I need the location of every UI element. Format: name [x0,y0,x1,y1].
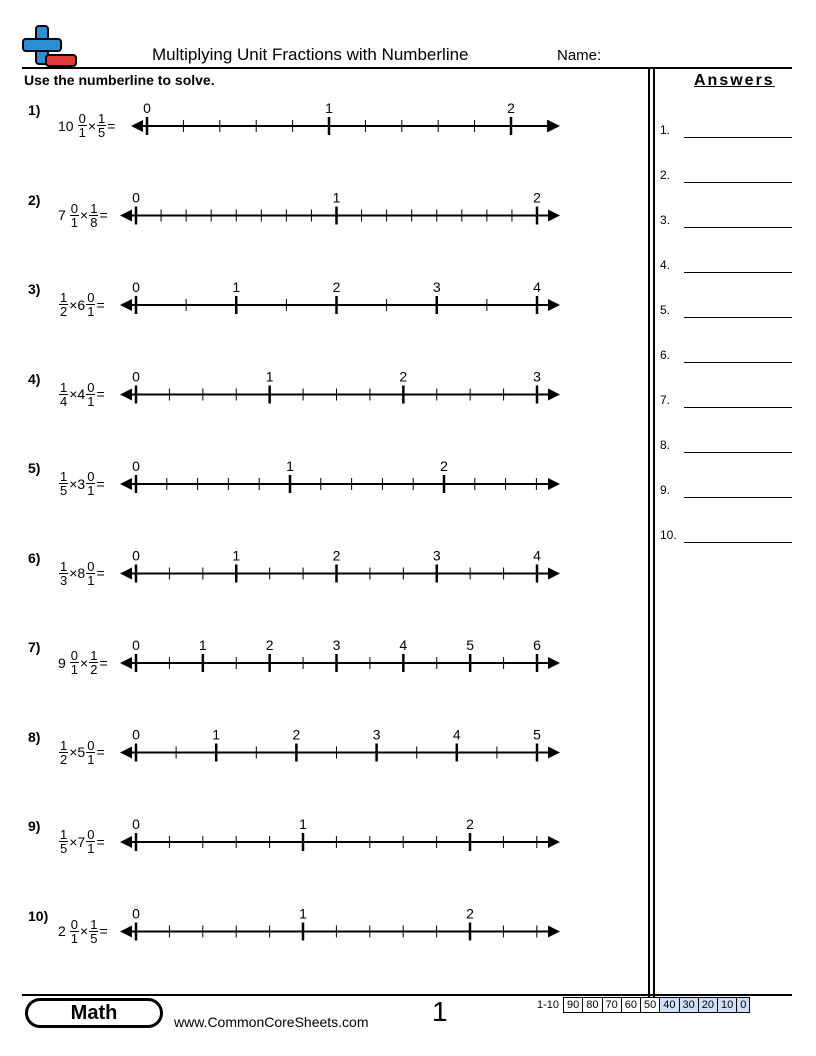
denominator: 2 [90,662,98,677]
left-arrow-icon [120,389,132,401]
tick-label: 3 [432,547,441,564]
tick-label: 4 [452,726,461,743]
page-title: Multiplying Unit Fractions with Numberline [152,45,469,64]
whole-number: 4 [77,386,86,402]
answer-blank[interactable] [684,227,792,228]
answer-number: 6. [660,348,671,362]
times-sign: × [69,475,78,492]
fraction [89,202,98,229]
tick-label: 1 [332,189,341,206]
left-arrow-icon [120,568,132,580]
problem-expression [58,112,115,139]
answer-row [660,528,792,548]
problem-number: 10) [28,907,49,924]
numerator: 0 [87,737,95,753]
times-sign: × [69,833,78,850]
tick-label: 2 [399,368,408,385]
denominator: 3 [60,572,68,588]
score-cell: 50 [641,998,660,1013]
whole-number: 7 [77,833,86,850]
problem-number: 6) [28,549,41,566]
answer-number: 3. [660,213,671,227]
denominator: 5 [60,841,68,856]
tick-label: 4 [533,547,541,564]
problem-expression [58,202,108,229]
fraction [59,560,68,587]
denominator: 1 [87,393,95,409]
problem-number: 7) [28,639,41,655]
answer-row [660,213,792,233]
numerator: 1 [60,737,68,753]
answer-blank[interactable] [684,542,792,543]
numerator: 0 [87,290,95,305]
answers-title: Answers [694,72,775,89]
numerator: 0 [78,111,86,126]
answer-row [660,303,792,323]
answer-number: 10. [660,528,677,542]
denominator: 4 [60,393,68,409]
fraction [86,739,95,766]
left-arrow-icon [120,478,132,490]
answer-column-divider [653,67,655,997]
tick-label: 1 [299,905,307,922]
tick-label: 0 [132,637,140,653]
answer-row [660,483,792,503]
answer-blank[interactable] [684,452,792,453]
score-table [534,997,750,1013]
tick-label: 1 [198,637,207,653]
whole-number: 2 [58,923,66,939]
right-arrow-icon [548,478,560,490]
fraction [59,291,68,318]
answer-blank[interactable] [684,497,792,498]
numerator: 1 [60,827,68,842]
answer-blank[interactable] [684,137,792,138]
fraction [86,381,95,408]
left-arrow-icon [120,657,132,669]
tick-label: 0 [132,189,140,206]
answer-row [660,348,792,368]
score-cell: 60 [621,998,640,1013]
times-sign: × [80,923,89,939]
score-cell: 0 [737,998,750,1013]
problem-expression [58,470,105,497]
answer-number: 9. [660,483,671,497]
fraction [59,828,68,855]
numerator: 0 [87,379,95,395]
denominator: 1 [70,662,79,677]
equals-sign: = [99,654,108,671]
score-label: 1-10 [537,999,560,1011]
answer-row [660,438,792,458]
equals-sign: = [99,923,108,939]
times-sign: × [80,207,89,223]
tick-label: 3 [372,726,381,743]
times-sign: × [69,296,78,313]
answer-blank[interactable] [684,182,792,183]
tick-label: 0 [132,547,140,564]
tick-label: 1 [325,100,333,116]
problem-number: 9) [28,818,41,834]
numerator: 1 [98,111,106,126]
tick-label: 1 [232,547,241,564]
denominator: 1 [87,751,95,767]
tick-label: 0 [132,905,140,922]
denominator: 2 [60,751,68,767]
answer-blank[interactable] [684,317,792,318]
score-cell: 30 [679,998,698,1013]
times-sign: × [69,565,78,581]
equals-sign: = [96,833,105,850]
left-arrow-icon [120,210,132,222]
denominator: 5 [98,125,106,140]
tick-label: 5 [466,637,475,653]
whole-number: 6 [77,296,86,313]
answer-row [660,393,792,413]
tick-label: 1 [232,279,241,295]
footer-url: www.CommonCoreSheets.com [174,1014,369,1030]
left-arrow-icon [131,120,143,132]
numerator: 0 [70,648,79,663]
denominator: 5 [60,483,68,498]
tick-label: 3 [432,279,441,295]
denominator: 5 [90,930,98,946]
numerator: 1 [90,916,98,932]
header-divider [22,67,792,69]
denominator: 1 [70,930,79,946]
whole-number: 9 [58,654,66,671]
fraction [89,918,98,945]
denominator: 2 [60,304,68,319]
equals-sign: = [96,744,105,760]
answer-number: 1. [660,123,671,137]
answer-blank[interactable] [684,362,792,363]
equals-sign: = [96,475,105,492]
right-arrow-icon [548,389,560,401]
numerator: 1 [60,469,68,484]
tick-label: 2 [440,458,448,474]
fraction [89,649,98,676]
left-arrow-icon [120,836,132,848]
fraction [70,649,79,676]
numerator: 0 [70,200,79,216]
score-cell: 20 [698,998,717,1013]
problem-expression [58,739,105,766]
numerator: 1 [90,200,98,216]
whole-number: 8 [77,565,86,581]
tick-label: 0 [132,816,140,832]
denominator: 8 [90,214,98,230]
right-arrow-icon [548,568,560,580]
tick-label: 4 [533,279,541,295]
answer-number: 7. [660,393,671,407]
score-cell: 80 [583,998,602,1013]
left-arrow-icon [120,926,132,938]
problem-number: 3) [28,281,41,297]
numerator: 0 [87,469,95,484]
numerator: 1 [60,558,68,574]
answer-blank[interactable] [684,407,792,408]
right-arrow-icon [548,926,560,938]
fraction [59,381,68,408]
tick-label: 2 [533,189,541,206]
tick-label: 0 [132,458,140,474]
right-arrow-icon [548,747,560,759]
right-arrow-icon [548,299,560,311]
footer-divider [22,994,792,996]
equals-sign: = [96,386,105,402]
numerator: 0 [87,827,95,842]
denominator: 1 [87,483,95,498]
times-sign: × [69,744,78,760]
problem-number: 1) [28,102,41,118]
problem-number: 2) [28,191,41,208]
score-cell: 70 [602,998,621,1013]
numerator: 0 [87,558,95,574]
name-label: Name: [557,47,602,64]
problem-expression [58,560,105,587]
tick-label: 6 [533,637,541,653]
answer-row [660,168,792,188]
tick-label: 3 [332,637,341,653]
problem-number: 8) [28,728,41,745]
score-cell: 10 [718,998,737,1013]
problem-expression [58,649,108,676]
score-cell: 90 [564,998,583,1013]
instructions: Use the numberline to solve. [24,72,215,88]
times-sign: × [80,654,89,671]
whole-number: 7 [58,207,66,223]
equals-sign: = [96,565,105,581]
denominator: 1 [87,304,95,319]
right-arrow-icon [548,120,560,132]
tick-label: 1 [286,458,294,474]
problem-expression [58,381,105,408]
answer-row [660,258,792,278]
tick-label: 2 [466,816,474,832]
problem-number: 4) [28,370,41,387]
answer-blank[interactable] [684,272,792,273]
numerator: 1 [90,648,98,663]
answer-number: 2. [660,168,671,182]
tick-label: 2 [292,726,301,743]
problem-expression [58,828,105,855]
fraction [86,470,95,497]
whole-number: 5 [77,744,86,760]
right-arrow-icon [548,836,560,848]
tick-label: 0 [132,279,140,295]
times-sign: × [87,117,96,134]
fraction [78,112,87,139]
fraction [70,918,79,945]
numerator: 0 [70,916,79,932]
right-arrow-icon [548,210,560,222]
fraction [86,828,95,855]
score-cell: 40 [660,998,679,1013]
fraction [97,112,106,139]
tick-label: 4 [399,637,408,653]
fraction [59,470,68,497]
times-sign: × [69,386,78,402]
tick-label: 1 [212,726,221,743]
numerator: 1 [60,379,68,395]
tick-label: 1 [299,816,307,832]
fraction [86,560,95,587]
tick-label: 0 [132,368,140,385]
answer-column-divider [648,67,650,997]
tick-label: 0 [132,726,140,743]
denominator: 1 [78,125,86,140]
numerator: 1 [60,290,68,305]
answer-number: 5. [660,303,671,317]
problem-expression [58,291,105,318]
tick-label: 5 [533,726,541,743]
equals-sign: = [96,296,105,313]
answer-row [660,123,792,143]
logo-plus-minus-icon [22,24,78,70]
tick-label: 2 [332,547,341,564]
tick-label: 1 [265,368,274,385]
denominator: 1 [70,214,79,230]
page-number: 1 [432,996,448,1027]
left-arrow-icon [120,747,132,759]
whole-number: 3 [77,475,86,492]
fraction [59,739,68,766]
right-arrow-icon [548,657,560,669]
whole-number: 10 [58,117,74,134]
equals-sign: = [107,117,116,134]
denominator: 1 [87,841,95,856]
denominator: 1 [87,572,95,588]
left-arrow-icon [120,299,132,311]
problem-number: 5) [28,460,41,476]
tick-label: 2 [332,279,341,295]
tick-label: 2 [507,100,515,116]
answer-number: 8. [660,438,671,452]
problem-expression [58,918,108,945]
fraction [70,202,79,229]
fraction [86,291,95,318]
equals-sign: = [99,207,108,223]
subject-badge: Math [25,998,163,1028]
tick-label: 2 [265,637,274,653]
tick-label: 2 [466,905,474,922]
tick-label: 3 [533,368,541,385]
tick-label: 0 [143,100,151,116]
answer-number: 4. [660,258,671,272]
